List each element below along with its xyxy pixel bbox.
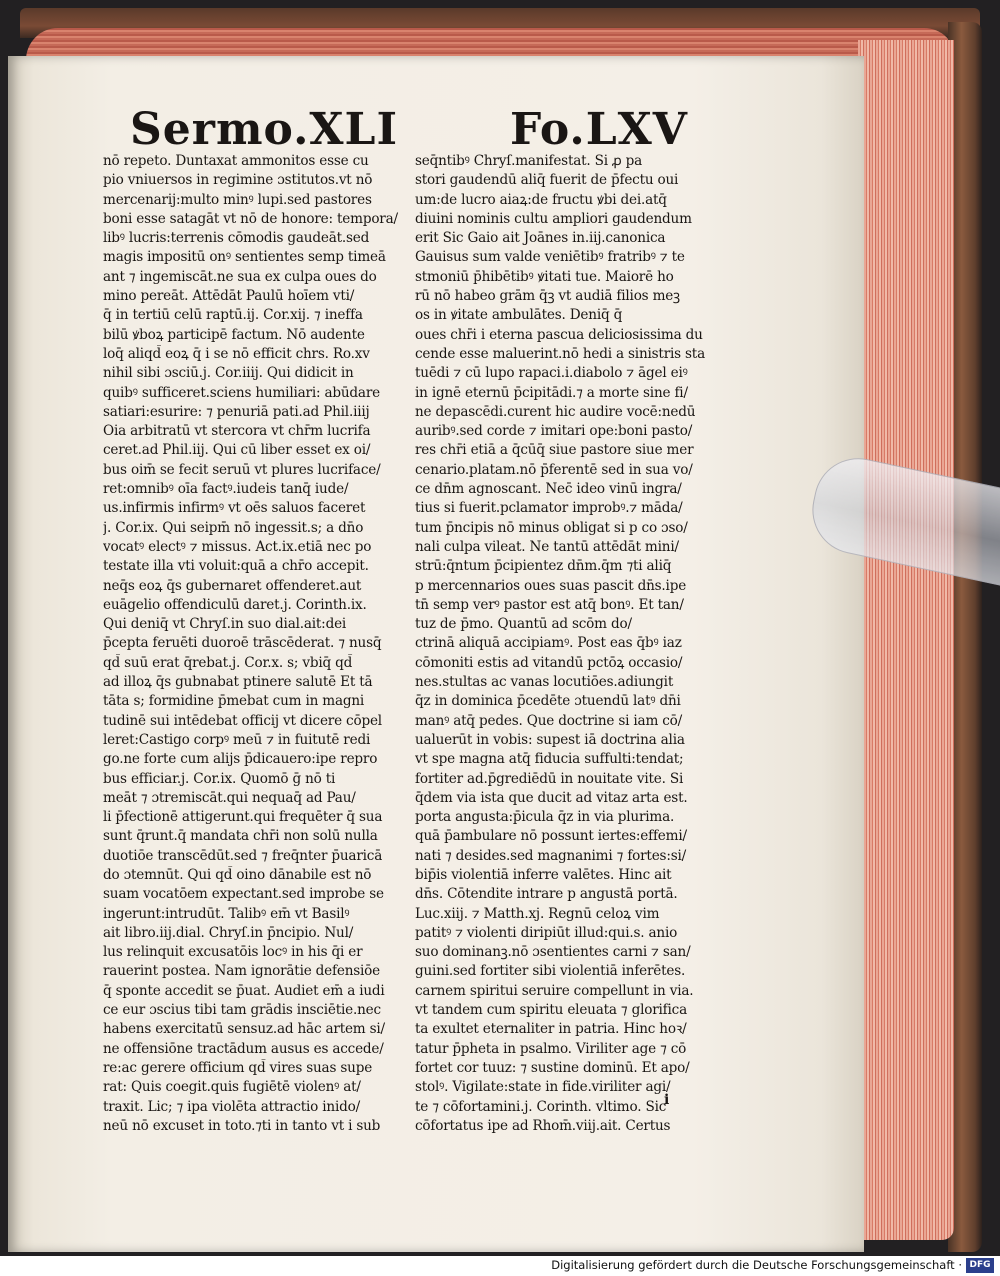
text-line: q̄dem via ista que ducit ad vitaz arta est. [415, 789, 688, 806]
text-line: satiari:esurire: ⁊ penuriā pati.ad Phil.iiij [103, 403, 370, 420]
text-line: quā p̄ambulare nō possunt iertes:effemi/ [415, 828, 687, 845]
funding-credit: Digitalisierung gefördert durch die Deutsche Forschungsgemeinschaft · [551, 1258, 962, 1272]
text-line: erit Sic Gaio ait Joānes in.iij.canonica [415, 230, 666, 247]
text-line: habens exercitatū sensuz.ad hāc artem si/ [103, 1021, 385, 1038]
text-line: bilū ꝟboꝝ participē factum. Nō audente [103, 326, 365, 343]
text-line: dn̄s. Cōtendite intrare p angustā portā. [415, 886, 678, 903]
text-line: magis impositū onꝰ sentientes semp timeā [103, 249, 386, 266]
text-line: tudinē sui intēdebat officij vt dicere cōpel [103, 712, 382, 729]
text-line: neū nō excuset in toto.⁊ti in tanto vt i sub [103, 1117, 381, 1134]
text-line: stori gaudendū aliq̄ fuerit de p̄fectu oui [415, 172, 679, 189]
text-line: guini.sed fortiter sibi violentiā inferētes. [415, 963, 686, 980]
text-line: vocatꝰ electꝰ ⁊ missus. Act.ix.etiā nec po [103, 538, 372, 555]
text-line: suam vocatōem expectant.sed improbe se [103, 886, 384, 903]
text-line: go.ne forte cum alijs p̄dicauero:ipe repro [103, 751, 378, 768]
text-line: ce eur ɔscius tibi tam grādis insciētie.nec [103, 1002, 381, 1019]
text-line: ingerunt:intrudūt. Talibꝰ em̄ vt Basilꝰ [103, 905, 350, 922]
text-line: li p̄fectionē attigerunt.qui frequēter q̄ sua [103, 809, 383, 826]
text-line: ant ⁊ ingemiscāt.ne sua ex culpa oues do [103, 268, 377, 285]
text-line: manꝰ atq̄ pedes. Que doctrine si iam cō/ [415, 712, 683, 729]
text-line: testate illa vti voluit:quā a chr̄o accepit. [103, 558, 369, 575]
text-line: vt spe magna atq̄ fiducia suffulti:tendat; [415, 751, 684, 768]
text-line: quibꝰ sufficeret.sciens humiliari: abūdare [103, 384, 380, 401]
text-line: bus efficiar.j. Cor.ix. Quomō ḡ nō ti [103, 770, 336, 787]
text-line: Gauisus sum valde veniētibꝰ fratribꝰ ⁊ te [415, 249, 685, 266]
text-line: Luc.xiij. ⁊ Matth.xj. Regnū celoꝝ vim [415, 905, 660, 922]
text-line: cende esse maluerint.nō hedi a sinistris sta [415, 345, 705, 362]
text-line: bus oim̄ se fecit seruū vt plures lucriface/ [103, 461, 381, 478]
text-line: tn̄ semp verꝰ pastor est atq̄ bonꝰ. Et tan/ [415, 596, 684, 613]
text-line: j. Cor.ix. Qui seipm̄ nō ingessit.s; a dn̄o [103, 519, 364, 536]
left-text-column [103, 152, 417, 1136]
text-line: tāta s; formidine p̄mebat cum in magni [103, 693, 365, 710]
text-line: cōmoniti estis ad vitandū pctōꝝ occasio/ [415, 654, 683, 671]
text-line: auribꝰ.sed corde ⁊ imitari ope:boni pasto/ [415, 423, 693, 440]
text-line: tatur p̄pheta in psalmo. Viriliter age ⁊ cō [415, 1040, 687, 1057]
text-line: duotiōe transcēdūt.sed ⁊ freq̄nter p̄uaricā [103, 847, 383, 864]
text-line: tuz de p̄mo. Quantū ad scōm do/ [415, 616, 632, 633]
text-line: cōfortatus ipe ad Rhom̄.viij.ait. Certus [415, 1117, 671, 1134]
text-line: in ignē eternū p̄cipitādi.⁊ a morte sine fi/ [415, 384, 688, 401]
text-line: bip̄is violentiā inferre valētes. Hinc ait [415, 866, 672, 883]
text-line: res chr̄i etiā a q̄cūq̄ siue pastore siue mer [415, 442, 694, 459]
text-line: Qui deniq̄ vt Chryſ.in suo dial.ait:dei [103, 616, 347, 633]
running-header-sermo: Sermo.XLI [130, 104, 399, 155]
text-line: cenario.platam.nō p̄ferentē sed in sua vo/ [415, 461, 693, 478]
text-line: ait libro.iij.dial. Chryſ.in p̄ncipio. Nul/ [103, 924, 354, 941]
text-line: porta angusta:p̄icula q̄z in via plurima. [415, 809, 675, 826]
text-line: q̄ in tertiū celū raptū.ij. Cor.xij. ⁊ ineffa [103, 307, 363, 324]
text-line: stmoniū p̄hibētibꝰ ꝟitati tue. Maiorē ho [415, 268, 674, 285]
text-line: rū nō habeo grām q̄ꝫ vt audiā filios meꝫ [415, 288, 680, 305]
text-line: ad illoꝝ q̄s gubnabat ptinere salutē Et tā [103, 674, 373, 691]
text-line: nihil sibi ɔsciū.j. Cor.iiij. Qui didicit in [103, 365, 354, 382]
text-line: ta exultet eternaliter in patria. Hinc hoꝛ/ [415, 1021, 687, 1038]
text-line: suo dominanꝫ.nō ɔsentientes carni ⁊ san/ [415, 944, 691, 961]
text-line: patitꝰ ⁊ violenti diripiūt illud:qui.s. anio [415, 924, 678, 941]
text-line: strū:q̄ntum p̄cipientez dn̄m.q̄m ⁊ti aliq̄ [415, 558, 672, 575]
text-line: stolꝰ. Vigilate:state in fide.viriliter agi/ [415, 1079, 671, 1096]
text-line: ne offensiōne tractādum ausus es accede/ [103, 1040, 384, 1057]
text-line: pio vniuersos in regimine ɔstitutos.vt nō [103, 172, 373, 189]
text-line: nali culpa vileat. Ne tantū attēdāt mini/ [415, 538, 679, 555]
text-line: loq̄ aliqd̄ eoꝝ q̄ i se nō efficit chrs. Ro.xv [103, 345, 370, 362]
text-line: mercenarij:multo minꝰ lupi.sed pastores [103, 191, 372, 208]
text-line: os in ꝟitate ambulātes. Deniq̄ q̄ [415, 307, 623, 324]
text-line: nes.stultas ac vanas locutiōes.adiungit [415, 674, 674, 691]
text-line: qd̄ suū erat q̄rebat.j. Cor.x. s; vbiq̄ qd̄ [103, 654, 353, 671]
text-line: ceret.ad Phil.iij. Qui cū liber esset ex oi/ [103, 442, 371, 459]
text-line: meāt ⁊ ɔtremiscāt.qui nequaq̄ ad Pau/ [103, 789, 356, 806]
text-line: traxit. Lic; ⁊ ipa violēta attractio inido/ [103, 1098, 360, 1115]
text-line: ualuerūt in vobis: supest iā doctrina alia [415, 731, 685, 748]
page-edge-right [858, 40, 954, 1240]
text-line: carnem spiritui seruire compellunt in via. [415, 982, 694, 999]
text-line: neq̄s eoꝝ q̄s gubernaret offenderet.aut [103, 577, 362, 594]
text-line: te ⁊ cōfortamini.j. Corinth. vltimo. Sic [415, 1098, 667, 1115]
text-line: oues chr̄i i eterna pascua deliciosissima du [415, 326, 703, 343]
text-line: tum p̄ncipis nō minus obligat si p co ɔso/ [415, 519, 688, 536]
text-line: rauerint postea. Nam ignorātie defensiōe [103, 963, 381, 980]
text-line: re:ac gerere officium qd̄ vires suas supe [103, 1059, 373, 1076]
text-line: leret:Castigo corpꝰ meū ⁊ in fuitutē redi [103, 731, 371, 748]
text-line: rat: Quis coegit.quis fugiētē violenꝰ at/ [103, 1079, 361, 1096]
text-line: vt tandem cum spiritu eleuata ⁊ glorifica [415, 1002, 687, 1019]
folio-number: Fo.LXV [510, 104, 688, 155]
text-line: ret:omnibꝰ oīa factꝰ.iudeis tanq̄ iude/ [103, 481, 349, 498]
text-line: q̄z in dominica p̄cedēte ɔtuendū latꝰ dn̄i [415, 693, 681, 710]
text-line: ne depascēdi.curent hic audire vocē:nedū [415, 403, 696, 420]
text-line: do ɔtemnūt. Qui qd̄ oino dānabile est nō [103, 866, 372, 883]
text-line: Oia arbitratū vt stercora vt chr̄m lucrifa [103, 423, 371, 440]
text-line: fortet cor tuuz: ⁊ sustine dominū. Et apo/ [415, 1059, 690, 1076]
text-line: seq̄ntibꝰ Chryſ.manifestat. Si ꝓ pa [415, 153, 643, 169]
text-line: sunt q̄runt.q̄ mandata chr̄i non solū nulla [103, 828, 378, 845]
text-line: p̄cepta feruēti duoroē trāscēderat. ⁊ nusq̄ [103, 635, 382, 652]
text-line: um:de lucro aiaꝝ:de fructu ꝟbi dei.atq̄ [415, 191, 667, 208]
text-line: ce dn̄m agnoscant. Nec̄ ideo vinū ingra/ [415, 481, 682, 498]
text-line: nō repeto. Duntaxat ammonitos esse cu [103, 153, 369, 169]
text-line: fortiter ad.p̄grediēdū in nouitate vite. Si [415, 770, 684, 787]
right-text-column [415, 152, 729, 1136]
dfg-logo-icon: DFG [966, 1258, 994, 1273]
text-line: nati ⁊ desides.sed magnanimi ⁊ fortes:si/ [415, 847, 687, 864]
text-line: diuini nominis cultu ampliori gaudendum [415, 210, 692, 227]
text-line: libꝰ lucris:terrenis cōmodis gaudeāt.sed [103, 230, 370, 247]
text-line: us.infirmis infirmꝰ vt oēs saluos faceret [103, 500, 366, 517]
text-line: tuēdi ⁊ cū lupo rapaci.i.diabolo ⁊ āgel eiꝰ [415, 365, 688, 382]
text-line: lus relinquit excusatōis locꝰ in his q̄i er [103, 944, 363, 961]
text-line: ctrinā aliquā accipiamꝰ. Post eas q̄bꝰ iaz [415, 635, 682, 652]
text-line: p mercennarios oues suas pascit dn̄s.ipe [415, 577, 687, 594]
text-line: q̄ sponte accedit se p̄uat. Audiet em̄ a iudi [103, 982, 385, 999]
text-line: mino pereāt. Attēdāt Paulū hoīem vti/ [103, 288, 355, 305]
text-line: euāgelio offendiculū daret.j. Corinth.ix. [103, 596, 367, 613]
text-line: boni esse satagāt vt nō de honore: tempora/ [103, 210, 398, 227]
text-line: tius si fuerit.pclamator improbꝰ.⁊ māda/ [415, 500, 683, 517]
signature-mark: i [664, 1092, 670, 1108]
